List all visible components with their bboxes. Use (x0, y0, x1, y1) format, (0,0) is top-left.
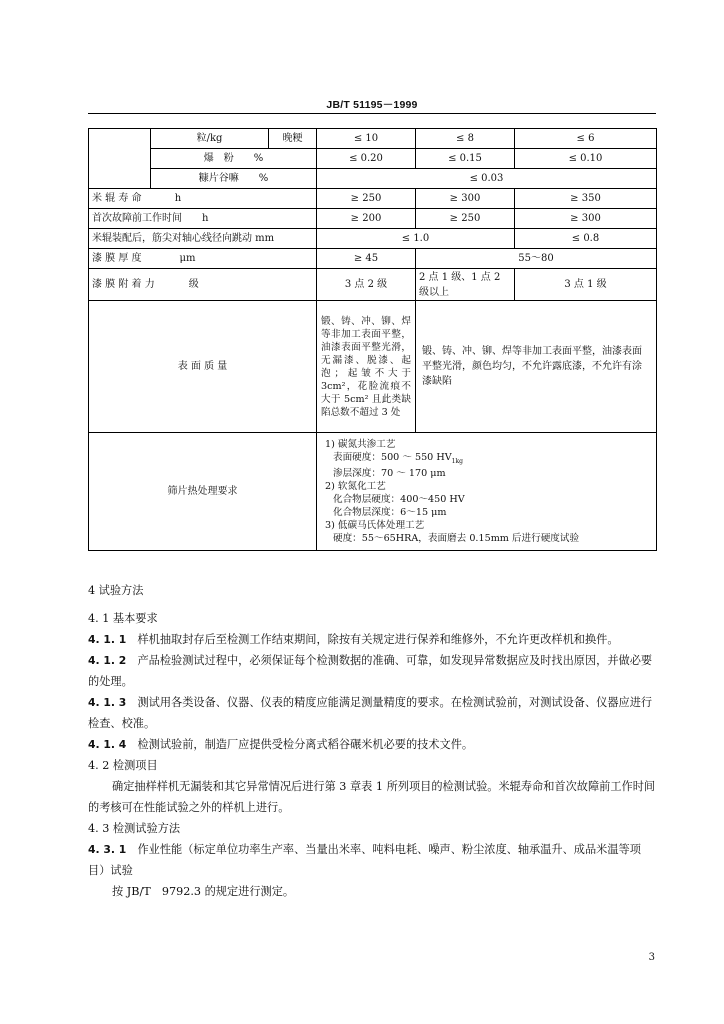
clause-number: 4. 3. 1 (88, 843, 127, 856)
section-4-2-heading: 4. 2 检测项目 (88, 759, 158, 772)
standard-header: JB/T 51195－1999 (326, 99, 418, 111)
table-cell: ≤ 0.15 (416, 149, 515, 169)
clause-text: 作业性能（标定单位功率生产率、当量出米率、吨料电耗、噪声、粉尘浓度、轴承温升、成品米温等项目）试验 (88, 843, 641, 877)
late-japonica-label: 晚粳 (269, 129, 317, 149)
table-cell: ≥ 250 (416, 209, 515, 229)
heat-line: 化合物层深度：6～15 μm (333, 507, 447, 519)
heat-line: 1) 碳氮共渗工艺 (325, 438, 396, 450)
table-cell: ≤ 0.10 (515, 149, 657, 169)
paint-thickness-text: 漆 膜 厚 度 (92, 253, 142, 264)
clause-number: 4. 1. 2 (88, 654, 127, 667)
clause-number: 4. 1. 4 (88, 738, 127, 751)
table-cell: ≥ 45 (317, 249, 416, 269)
grain-label: 粒/kg (151, 129, 269, 149)
paragraph-4-3-1-text: 按 JB/T 9792.3 的规定进行测定。 (112, 885, 295, 898)
heat-line: 3) 低碳马氏体处理工艺 (325, 520, 425, 532)
clause-number: 4. 1. 3 (88, 696, 127, 709)
table-cell: ≤ 1.0 (317, 229, 515, 249)
bran-chaff-label: 糠片谷嘛 % (151, 169, 317, 189)
clause-text: 样机抽取封存后至检测工作结束期间，除按有关规定进行保养和维修外，不允许更改样机和换件。 (137, 633, 619, 646)
burst-powder-label: 爆 粉 % (151, 149, 317, 169)
paragraph-4-1-1 (88, 629, 656, 650)
table-cell: ≤ 0.8 (515, 229, 657, 249)
page-number: 3 (648, 952, 655, 963)
paragraph-4-1-3 (88, 692, 656, 734)
roller-life-label: 米 辊 寿 命 h (89, 189, 317, 209)
table-cell: ≤ 8 (416, 129, 515, 149)
paint-thickness-label (89, 249, 317, 269)
surface-right-text: 锻、铸、冲、铆、焊等非加工表面平整，油漆表面平整光滑，颜色均匀，不允许露底漆，不允许有涂漆缺陷 (416, 301, 657, 433)
clause-text: 检测试验前，制造厂应提供受检分离式稻谷碾米机必要的技术文件。 (137, 738, 474, 751)
paint-adhesion-text: 漆 膜 附 着 力 (92, 279, 155, 290)
hv-subscript: 1kg (451, 457, 463, 465)
paragraph-4-2: 确定抽样样机无漏装和其它异常情况后进行第 3 章表 1 所列项目的检测试验。米辊寿命和首次故障前工作时间的考核可在性能试验之外的样机上进行。 (88, 780, 656, 814)
heat-line: 化合物层硬度：400～450 HV (333, 494, 465, 506)
heat-line (325, 451, 648, 468)
table-cell: ≥ 300 (515, 209, 657, 229)
paint-adhesion-unit: 级 (188, 279, 199, 290)
table-cell: 55～80 (416, 249, 657, 269)
heat-line: 渗层深度：70 ～ 170 μm (333, 468, 446, 480)
section-4-3-heading: 4. 3 检测试验方法 (88, 822, 181, 835)
table-cell: 3 点 2 级 (317, 269, 416, 301)
surface-left-text: 锻、铸、冲、铆、焊等非加工表面平整，油漆表面平整光滑，无漏漆、脱漆、起泡；起皱不大于 3cm²，花脸流痕不大于 5cm² 且此类缺陷总数不超过 3 处 (317, 301, 416, 433)
runout-label: 米辊装配后，筋尖对轴心线径向跳动 mm (89, 229, 317, 249)
section-4-heading: 4 试验方法 (88, 584, 144, 597)
paragraph-4-1-2 (88, 650, 656, 692)
heat-requirements (317, 433, 657, 551)
table-cell: ≤ 0.03 (317, 169, 657, 189)
clause-text: 产品检验测试过程中，必须保证每个检测数据的准确、可靠，如发现异常数据应及时找出原因，并做必要的处理。 (88, 654, 653, 688)
table-cell: 2 点 1 级、1 点 2 级以上 (416, 269, 515, 301)
heat-line: 2) 软氮化工艺 (325, 481, 386, 493)
section-4-1-heading: 4. 1 基本要求 (88, 612, 158, 625)
paint-adhesion-label (89, 269, 317, 301)
heat-line-text: 表面硬度：500 ～ 550 HV (333, 451, 452, 463)
blank-cell (89, 129, 151, 189)
header-rule (88, 113, 656, 114)
surface-quality-label: 表 面 质 量 (89, 301, 317, 433)
table-cell: ≥ 300 (416, 189, 515, 209)
clause-text: 测试用各类设备、仪器、仪表的精度应能满足测量精度的要求。在检测试验前，对测试设备、仪器应进行检查、校准。 (88, 696, 653, 730)
paragraph-4-1-4 (88, 734, 656, 755)
clause-number: 4. 1. 1 (88, 633, 127, 646)
table-cell: ≥ 350 (515, 189, 657, 209)
paragraph-4-3-1 (88, 839, 656, 881)
screen-heat-label: 筛片热处理要求 (89, 433, 317, 551)
table-cell: ≤ 6 (515, 129, 657, 149)
table-cell: ≤ 0.20 (317, 149, 416, 169)
heat-line: 硬度：55～65HRA，表面磨去 0.15mm 后进行硬度试验 (333, 533, 580, 545)
table-cell: ≥ 250 (317, 189, 416, 209)
first-fault-label: 首次故障前工作时间 h (89, 209, 317, 229)
spec-table (88, 128, 657, 551)
paint-thickness-unit: μm (179, 253, 196, 264)
table-cell: 3 点 1 级 (515, 269, 657, 301)
body-text (88, 580, 656, 902)
table-cell: ≥ 200 (317, 209, 416, 229)
table-cell: ≤ 10 (317, 129, 416, 149)
